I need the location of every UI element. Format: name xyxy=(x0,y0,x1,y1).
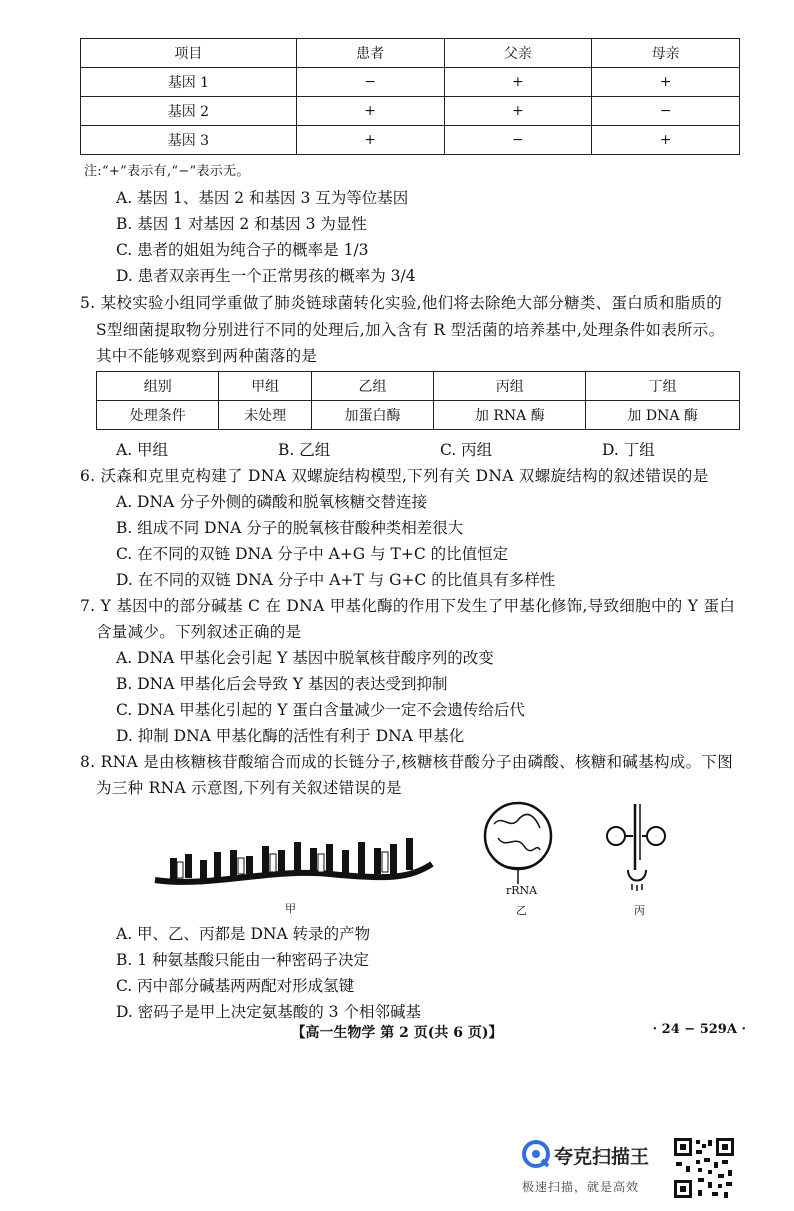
q6-option-a[interactable]: A. DNA 分子外侧的磷酸和脱氧核糖交替连接 xyxy=(116,493,428,511)
figure-label-yi: 乙 xyxy=(516,904,527,917)
mrna-diagram xyxy=(150,820,440,900)
table-header-cell: 项目 xyxy=(81,39,297,68)
table-cell: 加 DNA 酶 xyxy=(586,401,740,430)
gene-table xyxy=(80,38,740,155)
scanner-brand-name: 夸克扫描王 xyxy=(554,1146,650,1168)
table-cell: + xyxy=(296,126,444,155)
q4-option-d[interactable]: D. 患者双亲再生一个正常男孩的概率为 3/4 xyxy=(116,267,416,285)
q5-option-c[interactable]: C. 丙组 xyxy=(440,441,493,459)
table-header-cell: 组别 xyxy=(97,372,219,401)
table-cell: − xyxy=(296,68,444,97)
figure-label-jia: 甲 xyxy=(285,902,296,915)
q7-option-d[interactable]: D. 抑制 DNA 甲基化酶的活性有利于 DNA 甲基化 xyxy=(116,727,465,745)
figure-label-bing: 丙 xyxy=(634,904,645,917)
table-header-cell: 父亲 xyxy=(444,39,592,68)
q6-stem: 6. 沃森和克里克构建了 DNA 双螺旋结构模型,下列有关 DNA 双螺旋结构的叙述错误的是 xyxy=(80,467,709,485)
q5-option-d[interactable]: D. 丁组 xyxy=(602,441,655,459)
q7-option-a[interactable]: A. DNA 甲基化会引起 Y 基因中脱氧核苷酸序列的改变 xyxy=(116,649,494,667)
table-cell: 处理条件 xyxy=(97,401,219,430)
table-cell: 加 RNA 酶 xyxy=(434,401,586,430)
table-cell: 未处理 xyxy=(219,401,311,430)
table-cell: + xyxy=(592,68,740,97)
q6-option-c[interactable]: C. 在不同的双链 DNA 分子中 A+G 与 T+C 的比值恒定 xyxy=(116,545,509,563)
table-cell: − xyxy=(592,97,740,126)
q8-stem-line1: 8. RNA 是由核糖核苷酸缩合而成的长链分子,核糖核苷酸分子由磷酸、核糖和碱基构成。下图 xyxy=(80,753,733,771)
table-header-cell: 乙组 xyxy=(311,372,433,401)
table-row xyxy=(81,68,740,97)
table-cell: + xyxy=(296,97,444,126)
exam-code: · 24 − 529A · xyxy=(652,1022,746,1037)
table-cell: + xyxy=(592,126,740,155)
table-cell: + xyxy=(444,97,592,126)
scanner-slogan: 极速扫描，就是高效 xyxy=(522,1180,640,1194)
table-header-cell: 母亲 xyxy=(592,39,740,68)
ribosome-diagram xyxy=(480,800,560,890)
trna-diagram xyxy=(600,800,670,896)
q6-option-b[interactable]: B. 组成不同 DNA 分子的脱氧核苷酸种类相差很大 xyxy=(116,519,464,537)
q5-stem-line1: 5. 某校实验小组同学重做了肺炎链球菌转化实验,他们将去除绝大部分糖类、蛋白质和脂质的 xyxy=(80,294,723,312)
table-header-cell: 甲组 xyxy=(219,372,311,401)
table-cell: 加蛋白酶 xyxy=(311,401,433,430)
q4-option-c[interactable]: C. 患者的姐姐为纯合子的概率是 1/3 xyxy=(116,241,369,259)
treatment-table xyxy=(96,371,740,430)
table-cell: + xyxy=(444,68,592,97)
table-note: 注:“+”表示有,“−”表示无。 xyxy=(84,164,250,179)
q5-stem-line3: 其中不能够观察到两种菌落的是 xyxy=(96,347,318,365)
q7-stem-line1: 7. Y 基因中的部分碱基 C 在 DNA 甲基化酶的作用下发生了甲基化修饰,导致细胞中的 Y 蛋白 xyxy=(80,597,736,615)
q8-option-d[interactable]: D. 密码子是甲上决定氨基酸的 3 个相邻碱基 xyxy=(116,1003,421,1021)
q7-option-b[interactable]: B. DNA 甲基化后会导致 Y 基因的表达受到抑制 xyxy=(116,675,448,693)
table-header-cell: 丙组 xyxy=(434,372,586,401)
q8-stem-line2: 为三种 RNA 示意图,下列有关叙述错误的是 xyxy=(96,779,402,797)
table-row xyxy=(81,126,740,155)
table-row xyxy=(97,401,740,430)
scanner-logo-icon xyxy=(522,1140,550,1168)
table-cell: 基因 3 xyxy=(81,126,297,155)
q8-option-b[interactable]: B. 1 种氨基酸只能由一种密码子决定 xyxy=(116,951,370,969)
table-header-row xyxy=(97,372,740,401)
rrna-label: rRNA xyxy=(506,884,538,897)
q6-option-d[interactable]: D. 在不同的双链 DNA 分子中 A+T 与 G+C 的比值具有多样性 xyxy=(116,571,556,589)
table-header-row xyxy=(81,39,740,68)
q5-option-a[interactable]: A. 甲组 xyxy=(116,441,169,459)
table-cell: 基因 1 xyxy=(81,68,297,97)
table-header-cell: 患者 xyxy=(296,39,444,68)
q4-option-b[interactable]: B. 基因 1 对基因 2 和基因 3 为显性 xyxy=(116,215,367,233)
table-row xyxy=(81,97,740,126)
table-header-cell: 丁组 xyxy=(586,372,740,401)
table-cell: 基因 2 xyxy=(81,97,297,126)
qr-code-icon xyxy=(672,1136,736,1200)
q7-option-c[interactable]: C. DNA 甲基化引起的 Y 蛋白含量减少一定不会遗传给后代 xyxy=(116,701,525,719)
table-cell: − xyxy=(444,126,592,155)
q5-option-b[interactable]: B. 乙组 xyxy=(278,441,331,459)
page-footer: 【高一生物学 第 2 页(共 6 页)】 xyxy=(291,1025,503,1041)
q5-stem-line2: S型细菌提取物分别进行不同的处理后,加入含有 R 型活菌的培养基中,处理条件如表所示。 xyxy=(96,321,725,339)
q4-option-a[interactable]: A. 基因 1、基因 2 和基因 3 互为等位基因 xyxy=(116,189,409,207)
q7-stem-line2: 含量减少。下列叙述正确的是 xyxy=(96,623,302,641)
q8-option-c[interactable]: C. 丙中部分碱基两两配对形成氢键 xyxy=(116,977,355,995)
q8-option-a[interactable]: A. 甲、乙、丙都是 DNA 转录的产物 xyxy=(116,925,371,943)
